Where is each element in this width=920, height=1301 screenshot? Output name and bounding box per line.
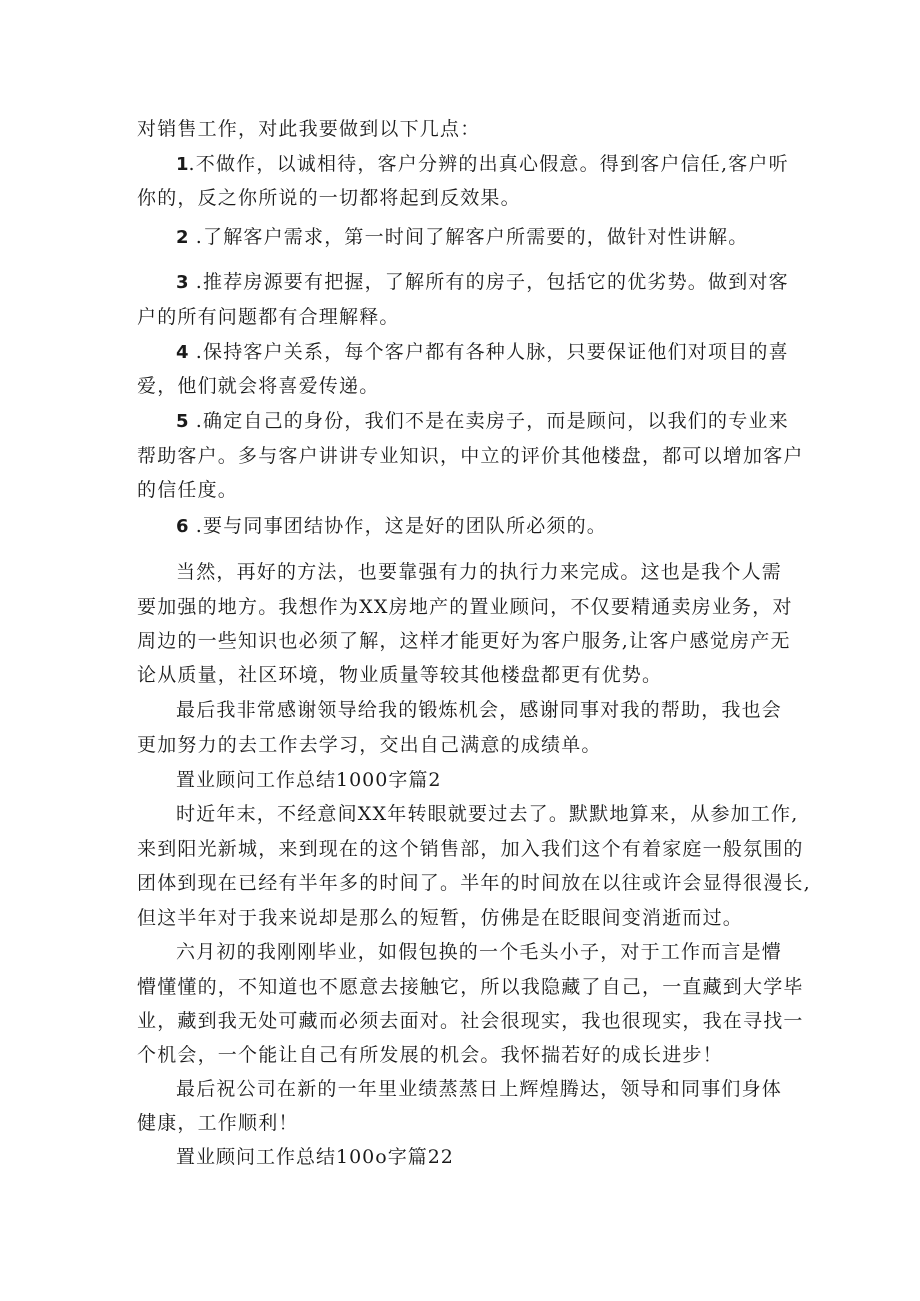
list-item-3: 3 .推荐房源要有把握，了解所有的房子，包括它的优劣势。做到对客	[176, 271, 789, 293]
text-line: 来到阳光新城，来到现在的这个销售部，加入我们这个有着家庭一般氛围的	[137, 838, 804, 860]
text-line: 更加努力的去工作去学习，交出自己满意的成绩单。	[137, 734, 602, 756]
section-heading: 置业顾问工作总结1000字篇2	[176, 769, 442, 791]
text-line: 的信任度。	[137, 479, 239, 501]
text-line: 周边的一些知识也必须了解，这样才能更好为客户服务,让客户感觉房产无	[137, 630, 791, 652]
list-item-5: 5 .确定自己的身份，我们不是在卖房子，而是顾问，以我们的专业来	[176, 410, 789, 432]
text-line: 你的，反之你所说的一切都将起到反效果。	[137, 187, 521, 209]
paragraph-first-line: 当然，再好的方法，也要靠强有力的执行力来完成。这也是我个人需	[176, 561, 783, 583]
text-line: 个机会，一个能让自己有所发展的机会。我怀揣若好的成长进步！	[137, 1044, 723, 1066]
text-line: 帮助客户。多与客户讲讲专业知识，中立的评价其他楼盘，都可以增加客户	[137, 445, 804, 467]
text-line: 要加强的地方。我想作为XX房地产的置业顾问，不仅要精通卖房业务，对	[137, 596, 793, 618]
paragraph-first-line: 六月初的我刚刚毕业，如假包换的一个毛头小子，对于工作而言是懵	[176, 941, 783, 963]
paragraph-first-line: 时近年末，不经意间XX年转眼就要过去了。默默地算来，从参加工作,	[176, 803, 799, 825]
text-line: 业，藏到我无处可藏而必须去面对。社会很现实，我也很现实，我在寻找一	[137, 1010, 804, 1032]
paragraph-first-line: 最后我非常感谢领导给我的锻炼机会，感谢同事对我的帮助，我也会	[176, 699, 783, 721]
text-line: 论从质量，社区环境，物业质量等较其他楼盘都更有优势。	[137, 664, 663, 686]
text-line: 户的所有问题都有合理解释。	[137, 306, 400, 328]
list-item-6: 6 .要与同事团结协作，这是好的团队所必须的。	[176, 515, 608, 537]
text-line: 懵懂懂的，不知道也不愿意去接触它，所以我隐藏了自己，一直藏到大学毕	[137, 976, 804, 998]
text-line: 团体到现在已经有半年多的时间了。半年的时间放在以往或许会显得很漫长,	[137, 872, 811, 894]
list-item-1: 1.不做作，以诚相待，客户分辨的出真心假意。得到客户信任,客户听	[176, 153, 789, 175]
text-line: 健康，工作顺利！	[137, 1112, 299, 1134]
text-line: 对销售工作，对此我要做到以下几点：	[137, 118, 481, 140]
text-line: 但这半年对于我来说却是那么的短暂，仿佛是在眨眼间变消逝而过。	[137, 907, 744, 929]
paragraph-first-line: 最后祝公司在新的一年里业绩蒸蒸日上辉煌腾达，领导和同事们身体	[176, 1078, 783, 1100]
section-heading: 置业顾问工作总结100o字篇22	[176, 1146, 454, 1168]
list-item-2: 2 .了解客户需求，第一时间了解客户所需要的，做针对性讲解。	[176, 226, 749, 248]
text-line: 爱，他们就会将喜爱传递。	[137, 375, 380, 397]
list-item-4: 4 .保持客户关系，每个客户都有各种人脉，只要保证他们对项目的喜	[176, 341, 789, 363]
